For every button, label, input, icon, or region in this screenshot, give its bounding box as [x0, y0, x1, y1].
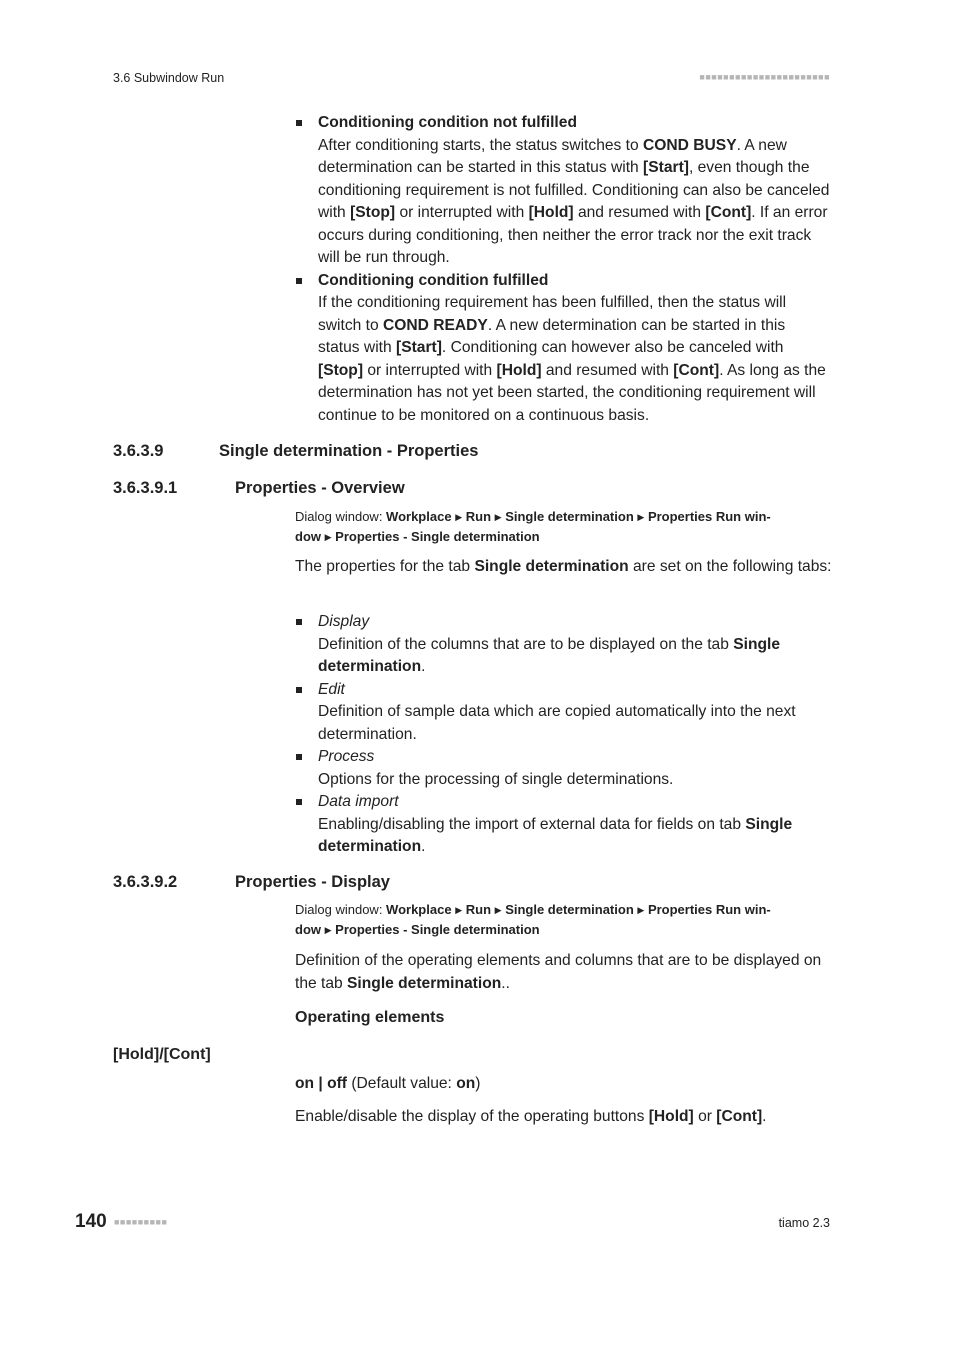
header-decoration-dots: ■■■■■■■■■■■■■■■■■■■■■■ [699, 72, 830, 82]
tab-description: Definition of the columns that are to be displayed on the tab Single determination. [318, 635, 781, 675]
dialog-path-overview: Dialog window: Workplace ▶ Run ▶ Single determination ▶ Properties Run win- dow ▶ Properties - Single determination [295, 509, 771, 544]
parameter-description: Enable/disable the display of the operating buttons [Hold] or [Cont]. [295, 1108, 767, 1125]
tab-description: Enabling/disabling the import of external data for fields on tab Single determination. [318, 815, 793, 855]
triangle-right-icon: ▶ [637, 905, 645, 915]
parameter-name: [Hold]/[Cont] [113, 1046, 211, 1063]
triangle-right-icon: ▶ [455, 905, 463, 915]
tab-name: Process [318, 748, 375, 765]
tabs-bullet-list [295, 611, 830, 859]
triangle-right-icon: ▶ [494, 905, 502, 915]
overview-intro: The properties for the tab Single determination are set on the following tabs: [295, 558, 832, 575]
triangle-right-icon: ▶ [494, 512, 502, 522]
triangle-right-icon: ▶ [455, 512, 463, 522]
tab-description: Options for the processing of single determinations. [318, 770, 674, 788]
page-number: 140 [75, 1211, 107, 1232]
square-bullet-icon [296, 799, 302, 805]
square-bullet-icon [296, 120, 302, 126]
tab-description: Definition of sample data which are copied automatically into the next determination. [318, 703, 796, 743]
tab-name: Data import [318, 793, 399, 810]
tab-name: Edit [318, 680, 345, 698]
triangle-right-icon: ▶ [324, 532, 332, 542]
display-intro: Definition of the operating elements and columns that are to be displayed on the tab Single determination.. [295, 952, 822, 992]
tab-name: Display [318, 613, 370, 630]
section-heading-36391: 3.6.3.9.1 Properties - Overview [113, 479, 405, 497]
section-heading-36392: 3.6.3.9.2 Properties - Display [113, 873, 390, 891]
section-heading-3639: 3.6.3.9 Single determination - Properties [113, 442, 479, 460]
list-item [295, 746, 830, 791]
subheading-operating-elements: Operating elements [295, 1009, 445, 1026]
bullet-description: After conditioning starts, the status switches to COND BUSY. A new determination can be started in this status with [Start], even though the conditioning requirement is not fulfilled. Conditioning can also be canceled with [Stop] or interrupted with [Hold] and resumed with [Cont]. If an error occurs during conditioning, then neither the error track nor the exit track will be run through. [318, 136, 830, 266]
list-item [295, 270, 830, 428]
bullet-description: If the conditioning requirement has been fulfilled, then the status will switch to COND READY. A new determination can be started in this status with [Start]. Conditioning can however also be canceled with [Stop] or interrupted with [Hold] and resumed with [Cont]. As long as the determination has not yet been started, the conditioning requirement will continue to be monitored on a continuous basis. [318, 294, 826, 424]
footer-decoration-dots: ■■■■■■■■■ [114, 1217, 168, 1227]
product-name: tiamo 2.3 [778, 1216, 830, 1230]
square-bullet-icon [296, 278, 302, 284]
bullet-title: Conditioning condition fulfilled [318, 271, 549, 289]
dialog-path-display: Dialog window: Workplace ▶ Run ▶ Single determination ▶ Properties Run win- dow ▶ Properties - Single determination [295, 902, 771, 937]
square-bullet-icon [296, 754, 302, 760]
list-item [295, 112, 830, 270]
triangle-right-icon: ▶ [324, 925, 332, 935]
running-header-section: 3.6 Subwindow Run [113, 71, 225, 85]
parameter-values: on | off (Default value: on) [295, 1075, 481, 1092]
conditioning-bullet-list [295, 112, 830, 427]
list-item [295, 791, 830, 859]
square-bullet-icon [296, 619, 302, 625]
list-item [295, 611, 830, 679]
triangle-right-icon: ▶ [637, 512, 645, 522]
bullet-title: Conditioning condition not fulfilled [318, 114, 577, 131]
list-item [295, 679, 830, 747]
square-bullet-icon [296, 687, 302, 693]
